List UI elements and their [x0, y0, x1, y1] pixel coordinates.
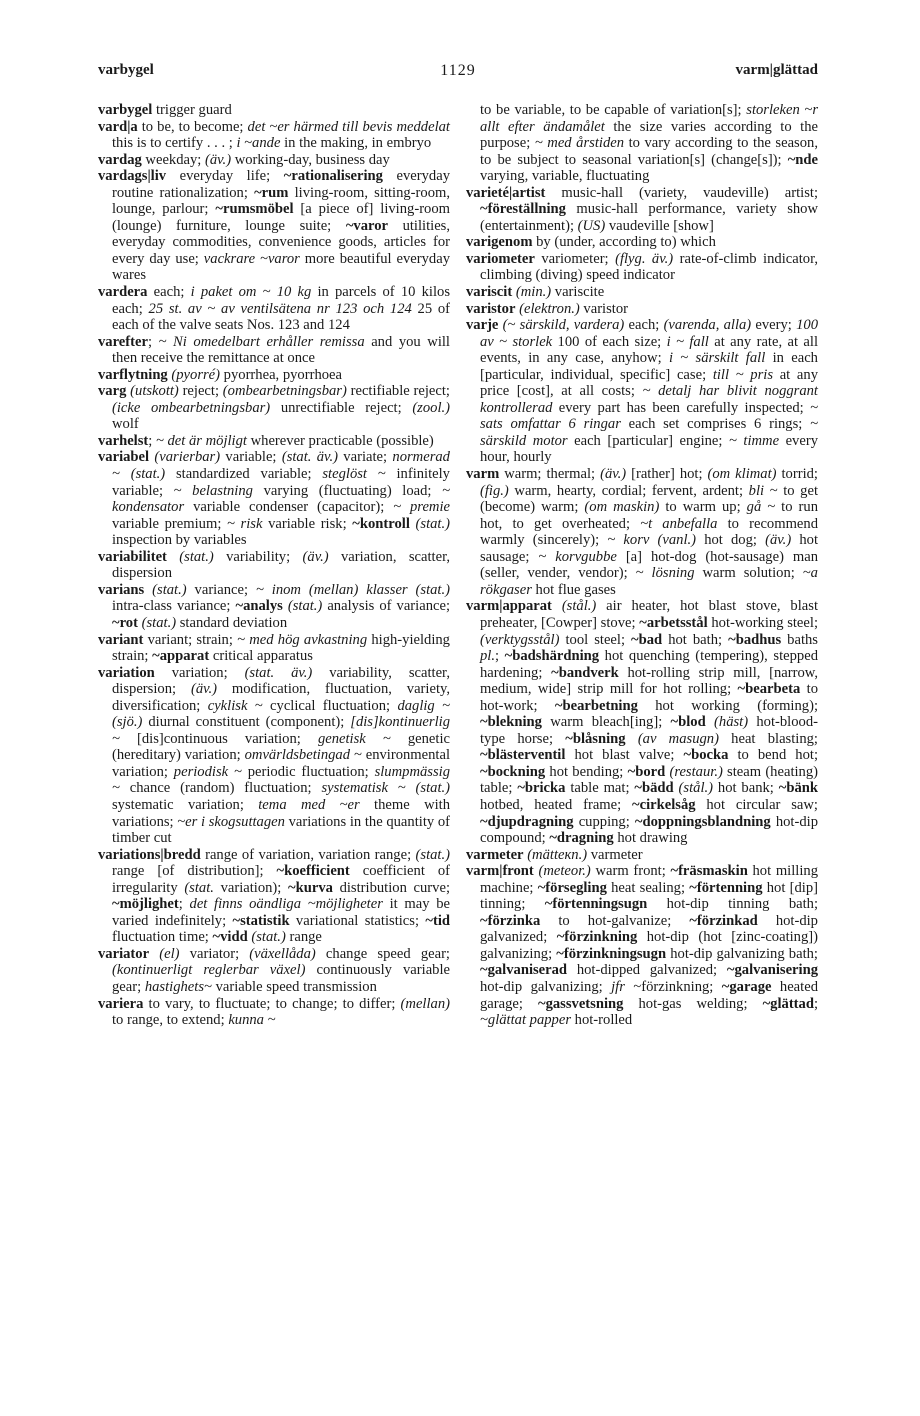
page-number: 1129	[440, 62, 476, 79]
dictionary-entry	[98, 582, 450, 632]
headword: vardera	[98, 284, 148, 301]
headword: variabel	[98, 449, 150, 466]
dictionary-entry	[98, 119, 450, 152]
headword: varieté|artist	[466, 184, 546, 201]
headword: varbygel	[98, 102, 153, 118]
left-guide-word: varbygel	[98, 62, 154, 78]
headword: varians	[98, 581, 145, 598]
entry-definition: (utskott) reject; (ombearbetningsbar) rectifiable reject; (icke ombearbetningsbar) unrectifiable reject; (zool.) wolf	[112, 383, 451, 433]
headword: varhelst	[98, 432, 149, 449]
headword: varm|front	[466, 863, 534, 880]
entry-definition: (stat.) variability; (äv.) variation, scatter, dispersion	[112, 548, 450, 582]
dictionary-entry	[466, 847, 818, 864]
entry-definition: variometer; (flyg. äv.) rate-of-climb indicator, climbing (diving) speed indicator	[480, 250, 818, 284]
headword: varg	[98, 383, 127, 400]
headword: variera	[98, 995, 144, 1012]
entry-definition: (elektron.) varistor	[519, 300, 628, 317]
headword: varflytning	[98, 366, 168, 383]
dictionary-entry	[466, 185, 818, 235]
entry-definition: range of variation, variation range; (stat.) range [of distribution]; ~koefficient coefficient of irregularity (stat. variation); ~kurva distribution curve; ~möjlighet; det finns oändliga ~möjligheter it may be varied indefinitely; ~statistik variational statistics; ~tid fluctuation time; ~vidd (stat.) range	[112, 846, 450, 946]
headword: variant	[98, 631, 144, 648]
headword: variation	[98, 664, 155, 681]
dictionary-entry	[98, 102, 450, 119]
headword: variscit	[466, 284, 513, 301]
entry-definition: to be variable, to be capable of variation[s]; storleken ~r allt efter ändamålet the size varies according to the purpose; ~ med årstiden to vary according to the season, to be subject to seasonal variation[s] (change[s]); ~nde varying, variable, fluctuating	[480, 102, 819, 185]
right-column	[466, 102, 818, 1029]
dictionary-entry	[466, 284, 818, 301]
headword: varm|apparat	[466, 598, 552, 615]
headword: vardags|liv	[98, 168, 167, 185]
dictionary-entry	[98, 847, 450, 946]
dictionary-entry	[98, 449, 450, 548]
dictionary-entry	[98, 334, 450, 367]
left-column	[98, 102, 450, 1029]
entry-definition: each; i paket om ~ 10 kg in parcels of 10 kilos each; 25 st. av ~ av ventilsätena nr 123 och 124 25 of each of the valve seats Nos. 123 and 124	[112, 284, 450, 334]
dictionary-entry	[98, 946, 450, 996]
dictionary-entry	[98, 433, 450, 450]
headword: varmeter	[466, 846, 524, 863]
headword: variabilitet	[98, 548, 167, 565]
entry-definition: (meteor.) warm front; ~fräsmaskin hot milling machine; ~försegling heat sealing; ~förtenning hot [dip] tinning; ~förtenningsugn hot-dip tinning bath; ~förzinka to hot-galvanize; ~förzinkad hot-dip galvanized; ~förzinkning hot-dip (hot [zinc-coating]) galvanizing; ~förzinkningsugn hot-dip galvanizing bath; ~galvaniserad hot-dipped galvanized; ~galvanisering hot-dip galvanizing; jfr ~förzinkning; ~garage heated garage; ~gassvetsning hot-gas welding; ~glättad; ~glättat papper hot-rolled	[480, 863, 819, 1029]
entry-definition: (stål.) air heater, hot blast stove, blast preheater, [Cowper] stove; ~arbetsstål hot-working steel; (verktygsstål) tool steel; ~bad hot bath; ~badhus baths pl.; ~badshärdning hot quenching (tempering), stepped hardening; ~bandverk hot-rolling strip mill, [narrow, medium, wide] strip mill for hot rolling; ~bearbeta to hot-work; ~bearbetning hot working (forming); ~blekning warm bleach[ing]; ~blod (häst) hot-blood-type horse; ~blåsning (av masugn) heat blasting; ~blästerventil hot blast valve; ~bocka to bend hot; ~bockning hot bending; ~bord (restaur.) steam (heating) table; ~bricka table mat; ~bädd (stål.) hot bank; ~bänk hotbed, heated frame; ~cirkelsåg hot circular saw; ~djupdragning cupping; ~doppningsblandning hot-dip compound; ~dragning hot drawing	[480, 598, 819, 847]
entry-definition: (varierbar) variable; (stat. äv.) variate; normerad ~ (stat.) standardized variable; steglöst ~ infinitely variable; ~ belastning varying (fluctuating) load; ~ kondensator variable condenser (capacitor); ~ premie variable premium; ~ risk variable risk; ~kontroll (stat.) inspection by variables	[112, 449, 450, 549]
entry-definition: variant; strain; ~ med hög avkastning high-yielding strain; ~apparat critical apparatus	[112, 631, 450, 665]
headword: varigenom	[466, 234, 533, 251]
dictionary-entry	[98, 367, 450, 384]
entry-definition: ; ~ Ni omedelbart erhåller remissa and you will then receive the remittance at once	[112, 333, 450, 367]
headword: vardag	[98, 151, 142, 168]
entry-definition: (min.) variscite	[515, 284, 605, 301]
entry-definition: weekday; (äv.) working-day, business day	[141, 151, 390, 168]
dictionary-entry	[98, 996, 450, 1029]
dictionary-entry	[466, 234, 818, 251]
headword: variations|bredd	[98, 846, 201, 863]
dictionary-entry	[98, 632, 450, 665]
dictionary-entry	[466, 598, 818, 846]
headword: variator	[98, 945, 150, 962]
headword: vard|a	[98, 118, 138, 135]
entry-definition: (pyorré) pyorrhea, pyorrhoea	[171, 366, 342, 383]
entry-definition: (~ särskild, vardera) each; (varenda, alla) every; 100 av ~ storlek 100 of each size; i ~ fall at any rate, at all events, in any case, anyhow; i ~ särskilt fall in each [particular, individual, specific] case; till ~ pris at any price [cost], at all costs; ~ detalj har blivit noggrant kontrollerad every part has been carefully inspected; ~ sats omfattar 6 ringar each set comprises 6 rings; ~ särskild motor each [particular] engine; ~ timme every hour, hourly	[480, 317, 819, 466]
entry-definition: by (under, according to) which	[532, 234, 716, 251]
entry-definition: ; ~ det är möjligt wherever practicable (possible)	[148, 432, 434, 449]
running-head	[98, 62, 818, 86]
entry-definition: trigger guard	[152, 102, 232, 118]
dictionary-entry	[466, 102, 818, 185]
headword: varje	[466, 317, 499, 334]
entry-definition: (el) variator; (växellåda) change speed gear; (kontinuerligt reglerbar växel) continuously variable gear; hastighets~ variable speed transmission	[112, 945, 450, 995]
dictionary-entry	[98, 152, 450, 169]
entry-definition: to vary, to fluctuate; to change; to differ; (mellan) to range, to extend; kunna ~	[112, 995, 450, 1029]
right-guide-word: varm|glättad	[735, 62, 818, 78]
dictionary-entry	[98, 549, 450, 582]
entry-definition: (mätteкn.) varmeter	[527, 846, 643, 863]
headword: variometer	[466, 250, 535, 267]
dictionary-entry	[466, 301, 818, 318]
entry-definition: warm; thermal; (äv.) [rather] hot; (om klimat) torrid; (fig.) warm, hearty, cordial; fervent, ardent; bli ~ to get (become) warm; (om maskin) to warm up; gå ~ to run hot, to get overheated; ~t anbefalla to recommend warmly (sincerely); ~ korv (vanl.) hot dog; (äv.) hot sausage; ~ korvgubbe [a] hot-dog (hot-sausage) man (seller, vender, vendor); ~ lösning warm solution; ~a rökgaser hot flue gases	[480, 466, 819, 598]
entry-definition: to be, to become; det ~er härmed till bevis meddelat this is to certify . . . ; i ~ande in the making, in embryo	[112, 118, 450, 152]
headword: varm	[466, 466, 500, 483]
entry-definition: everyday life; ~rationalisering everyday routine rationalization; ~rum living-room, sitting-room, lounge, parlour; ~rumsmöbel [a piece of] living-room (lounge) furniture, lounge suite; ~varor utilities, everyday commodities, convenience goods, articles for every day use; vackrare ~varor more beautiful everyday wares	[112, 168, 451, 284]
dictionary-entry	[98, 284, 450, 334]
entry-definition: variation; (stat. äv.) variability, scatter, dispersion; (äv.) modification, fluctuation, variety, diversification; cyklisk ~ cyclical fluctuation; daglig ~ (sjö.) diurnal constituent (component); [dis]kontinuerlig ~ [dis]continuous variation; genetisk ~ genetic (hereditary) variation; omvärldsbetingad ~ environmental variation; periodisk ~ periodic fluctuation; slumpmässig ~ chance (random) fluctuation; systematisk ~ (stat.) systematic variation; tema med ~er theme with variations; ~er i skogsuttagen variations in the quantity of timber cut	[112, 664, 451, 847]
entry-definition: (stat.) variance; ~ inom (mellan) klasser (stat.) intra-class variance; ~analys (stat.) analysis of variance; ~rot (stat.) standard deviation	[112, 581, 450, 631]
dictionary-entry	[466, 251, 818, 284]
dictionary-entry	[466, 466, 818, 598]
entry-definition: music-hall (variety, vaudeville) artist; ~föreställning music-hall performance, variety show (entertainment); (US) vaudeville [show]	[480, 184, 818, 234]
headword: varefter	[98, 333, 148, 350]
dictionary-entry	[98, 665, 450, 847]
dictionary-entry	[466, 317, 818, 466]
headword: varistor	[466, 300, 516, 317]
dictionary-entry	[466, 863, 818, 1028]
dictionary-entry	[98, 383, 450, 433]
dictionary-entry	[98, 168, 450, 284]
